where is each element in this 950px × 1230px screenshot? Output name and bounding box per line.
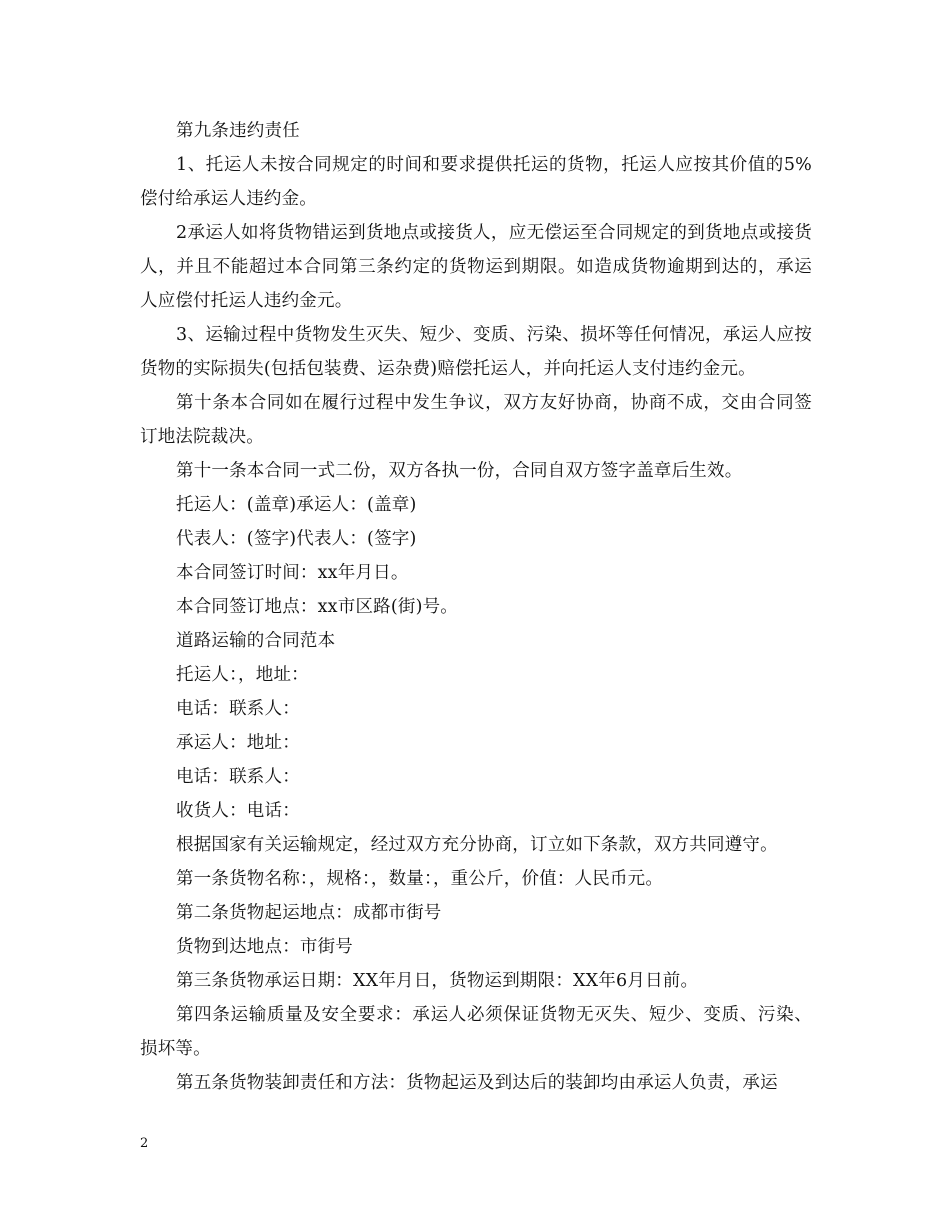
article-1: 第一条货物名称：，规格：，数量：，重公斤，价值：人民币元。: [176, 869, 664, 889]
page-number: 2: [140, 1136, 149, 1151]
preamble: 根据国家有关运输规定，经过双方充分协商，订立如下条款，双方共同遵守。: [176, 835, 778, 855]
paragraph-article-9-clause-2: 2承运人如将货物错运到货地点或接货人，应无偿运至合同规定的到货地点或接货人，并且不能超过本合同第三条约定的货物运到期限。如造成货物逾期到达的，承运人应偿付托运人违约金元。: [140, 223, 812, 311]
template-title: 道路运输的合同范本: [176, 631, 336, 651]
article-4: 第四条运输质量及安全要求：承运人必须保证货物无灭失、短少、变质、污染、损坏等。: [140, 1005, 812, 1059]
paragraph-article-11: 第十一条本合同一式二份，双方各执一份，合同自双方签字盖章后生效。: [176, 461, 743, 481]
document-body: [140, 114, 812, 1100]
paragraph-article-9-clause-1: 1、托运人未按合同规定的时间和要求提供托运的货物，托运人应按其价值的5%偿付给承运人违约金。: [140, 155, 812, 209]
signature-seal-line: 托运人：(盖章)承运人：(盖章): [176, 495, 417, 515]
paragraph-article-9-title: 第九条违约责任: [176, 121, 300, 141]
carrier-line: 承运人：地址：: [176, 733, 300, 753]
signing-place-line: 本合同签订地点：xx市区路(街)号。: [176, 597, 458, 617]
paragraph-article-10: 第十条本合同如在履行过程中发生争议，双方友好协商，协商不成，交由合同签订地法院裁决。: [140, 393, 812, 447]
article-2-destination: 货物到达地点：市街号: [176, 937, 353, 957]
article-5: 第五条货物装卸责任和方法：货物起运及到达后的装卸均由承运人负责，承运: [176, 1073, 778, 1093]
shipper-phone-line: 电话：联系人：: [176, 699, 300, 719]
shipper-line: 托运人：，地址：: [176, 665, 309, 685]
article-2: 第二条货物起运地点：成都市街号: [176, 903, 442, 923]
article-3: 第三条货物承运日期：XX年月日，货物运到期限：XX年6月日前。: [176, 971, 699, 991]
paragraph-article-9-clause-3: 3、运输过程中货物发生灭失、短少、变质、污染、损坏等任何情况，承运人应按货物的实际损失(包括包装费、运杂费)赔偿托运人，并向托运人支付违约金元。: [140, 325, 812, 379]
carrier-phone-line: 电话：联系人：: [176, 767, 300, 787]
signing-date-line: 本合同签订时间：xx年月日。: [176, 563, 409, 583]
consignee-line: 收货人：电话：: [176, 801, 300, 821]
signature-representative-line: 代表人：(签字)代表人：(签字): [176, 529, 417, 549]
